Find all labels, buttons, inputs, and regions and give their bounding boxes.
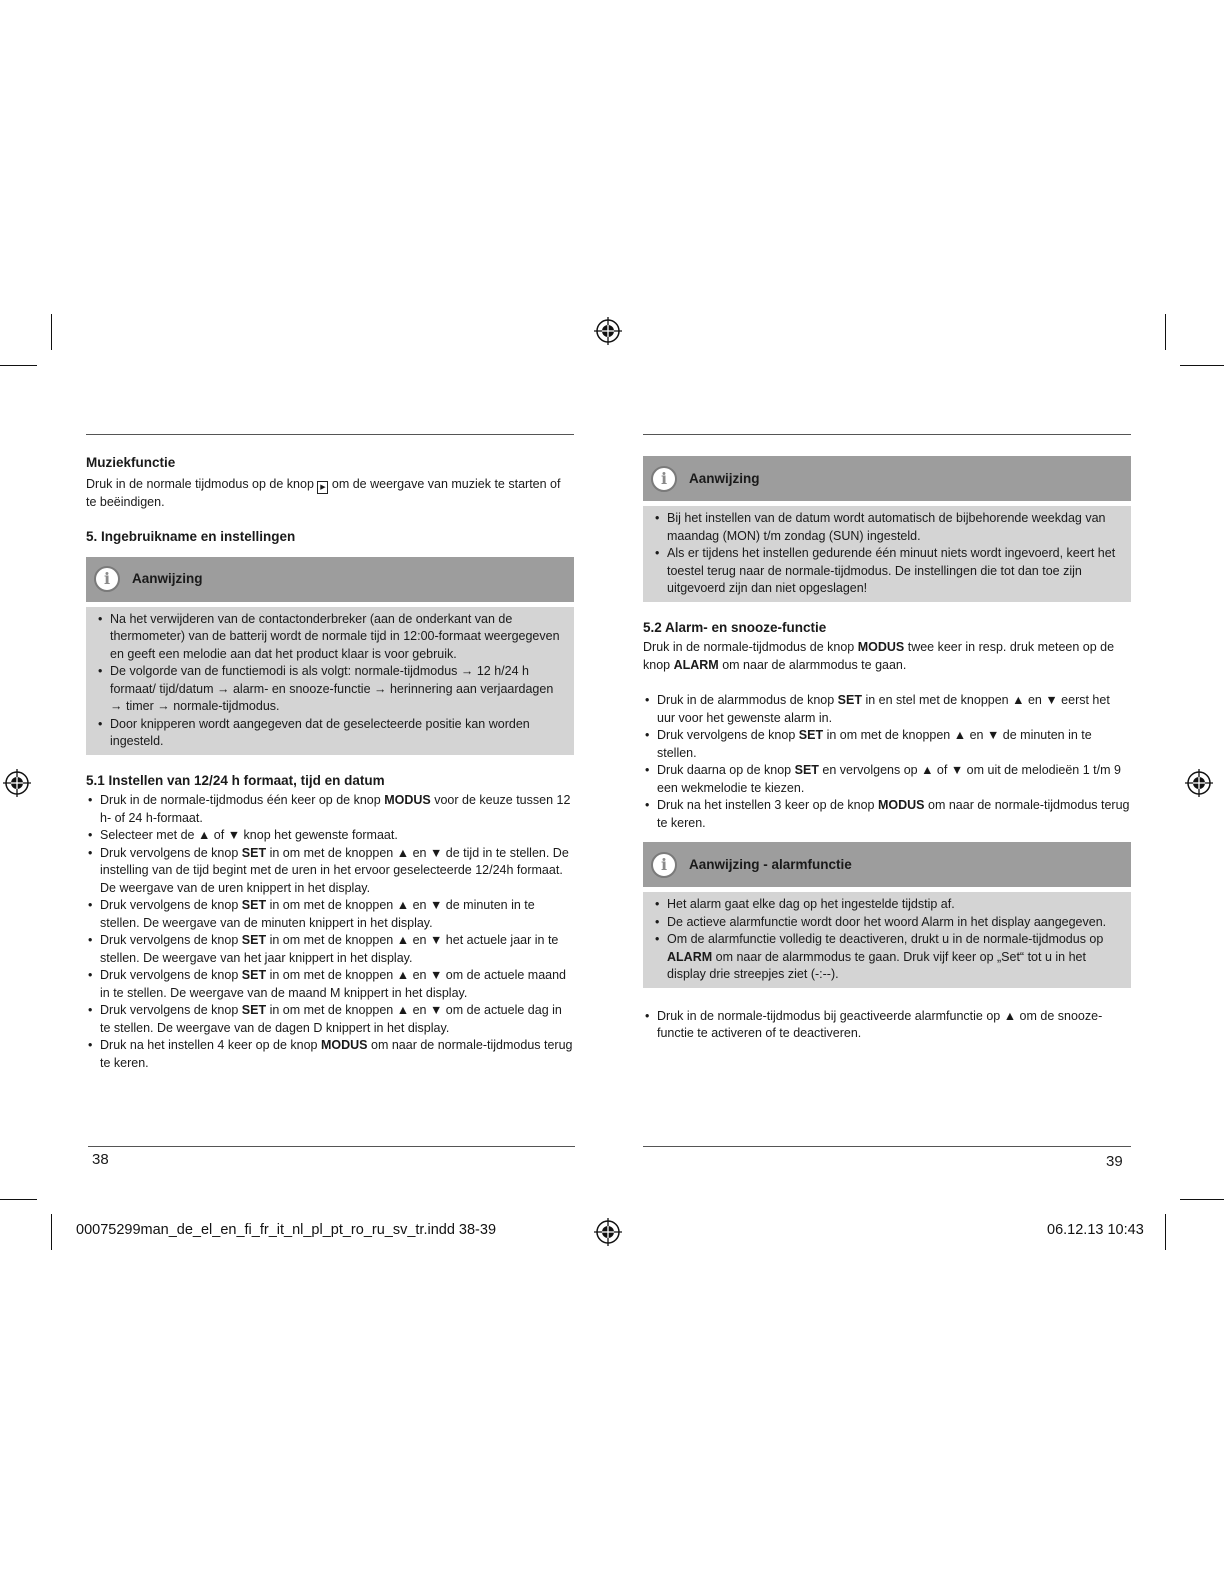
crop-mark [0,1199,37,1200]
list-item: • Druk vervolgens de knop SET in om met de knoppen ▲ en ▼ de minuten in te stellen. De weergave van de minuten knippert in het display. [86,897,574,932]
list-item: • Selecteer met de ▲ of ▼ knop het gewenste formaat. [86,827,574,845]
note-item: • Om de alarmfunctie volledig te deactiveren, drukt u in de normale-tijdmodus op ALARM om naar de alarmmodus te gaan. Druk vijf keer op „Set“ tot u in het display drie streepjes ziet (-:--). [653,931,1121,984]
list-item: • Druk na het instellen 3 keer op de knop MODUS om naar de normale-tijdmodus terug te keren. [643,797,1131,832]
note-header [86,557,574,602]
instruction-list [86,792,574,1072]
registration-mark-icon [1184,768,1214,798]
note-item: • De actieve alarmfunctie wordt door het woord Alarm in het display aangegeven. [653,914,1121,932]
crop-mark [1165,1214,1166,1250]
list-item: • Druk vervolgens de knop SET in om met de knoppen ▲ en ▼ om de actuele dag in te stellen. De weergave van de dagen D knippert in het display. [86,1002,574,1037]
top-rule [86,434,574,435]
note-item: • Door knipperen wordt aangegeven dat de geselecteerde positie kan worden ingesteld. [96,716,564,751]
music-text: om de weergave van muziek te starten of te beëindigen. [86,476,561,509]
list-item: • Druk vervolgens de knop SET in om met de knoppen ▲ en ▼ om de actuele maand in te stellen. De weergave van de maand M knippert in het display. [86,967,574,1002]
footer-datetime: 06.12.13 10:43 [1047,1222,1144,1238]
instruction-list [643,1008,1131,1043]
note-item: • Het alarm gaat elke dag op het ingestelde tijdstip af. [653,896,1121,914]
note-title: Aanwijzing [689,470,760,486]
note-box [86,557,574,755]
top-rule [643,434,1131,435]
note-title: Aanwijzing [132,571,203,587]
note-body [86,607,574,755]
list-item: • Druk na het instellen 4 keer op de knop MODUS om naar de normale-tijdmodus terug te keren. [86,1037,574,1072]
info-icon: i [651,852,677,878]
list-item: • Druk in de alarmmodus de knop SET in en stel met de knoppen ▲ en ▼ eerst het uur voor het gewenste alarm in. [643,692,1131,727]
instruction-list [643,692,1131,832]
section-5-2-heading: 5.2 Alarm- en snooze-functie [643,619,827,635]
note-box-alarm [643,842,1131,988]
footer-filename: 00075299man_de_el_en_fi_fr_it_nl_pl_pt_ro_ru_sv_tr.indd 38-39 [76,1222,497,1238]
info-icon: i [94,566,120,592]
note-item: • Na het verwijderen van de contactonderbreker (aan de onderkant van de thermometer) van de batterij wordt de normale tijd in 12:00-formaat weergegeven en geeft een melodie aan dat het product klaar is voor gebruik. [96,611,564,664]
crop-mark [1180,1199,1224,1200]
crop-mark [1180,365,1224,366]
section-5-1-heading: 5.1 Instellen van 12/24 h formaat, tijd en datum [86,772,385,788]
note-item: • De volgorde van de functiemodi is als volgt: normale-tijdmodus → 12 h/24 h formaat/ tijd/datum → alarm- en snooze-functie → herinnering aan verjaardagen → timer → normale-tijdmodus. [96,663,564,716]
music-text: Druk in de normale tijdmodus op de knop [86,476,314,491]
crop-mark [0,365,37,366]
page-number-left: 38 [92,1151,109,1168]
note-header [643,456,1131,501]
list-item: • Druk daarna op de knop SET en vervolgens op ▲ of ▼ om uit de melodieën 1 t/m 9 een wekmelodie te kiezen. [643,762,1131,797]
page-number-right: 39 [1106,1153,1123,1170]
note-header [643,842,1131,887]
bottom-rule [88,1146,575,1147]
crop-mark [51,1214,52,1250]
note-item: • Als er tijdens het instellen gedurende één minuut niets wordt ingevoerd, keert het toestel terug naar de normale-tijdmodus. De instellingen die tot dan toe zijn uitgevoerd zijn dan niet opgeslagen! [653,545,1121,598]
info-icon: i [651,466,677,492]
registration-mark-icon [2,768,32,798]
note-body [643,506,1131,602]
music-heading: Muziekfunctie [86,455,176,470]
note-title: Aanwijzing - alarmfunctie [689,856,852,872]
music-paragraph [86,476,574,512]
play-pause-icon: ▶ [317,481,328,494]
list-item: • Druk in de normale-tijdmodus één keer op de knop MODUS voor de keuze tussen 12 h- of 24 h-formaat. [86,792,574,827]
list-item: • Druk vervolgens de knop SET in om met de knoppen ▲ en ▼ het actuele jaar in te stellen. De weergave van het jaar knippert in het display. [86,932,574,967]
list-item: • Druk vervolgens de knop SET in om met de knoppen ▲ en ▼ de tijd in te stellen. De instelling van de tijd begint met de uren in het ervoor geselecteerde 12/24h formaat. De weergave van de uren knippert in het display. [86,845,574,898]
list-item: • Druk in de normale-tijdmodus bij geactiveerde alarmfunctie op ▲ om de snooze-functie te activeren of te deactiveren. [643,1008,1131,1043]
list-item: • Druk vervolgens de knop SET in om met de knoppen ▲ en ▼ de minuten in te stellen. [643,727,1131,762]
note-box [643,456,1131,602]
section-5-2-intro: Druk in de normale-tijdmodus de knop MODUS twee keer in resp. druk meteen op de knop ALARM om naar de alarmmodus te gaan. [643,640,1115,672]
crop-mark [51,314,52,350]
note-item: • Bij het instellen van de datum wordt automatisch de bijbehorende weekdag van maandag (MON) t/m zondag (SUN) ingesteld. [653,510,1121,545]
right-page [643,434,1131,1043]
bottom-rule [643,1146,1131,1147]
note-body [643,892,1131,988]
crop-mark [1165,314,1166,350]
registration-mark-icon [593,1217,623,1247]
registration-mark-icon [593,316,623,346]
left-page [86,434,574,1072]
section-5-heading: 5. Ingebruikname en instellingen [86,529,296,544]
